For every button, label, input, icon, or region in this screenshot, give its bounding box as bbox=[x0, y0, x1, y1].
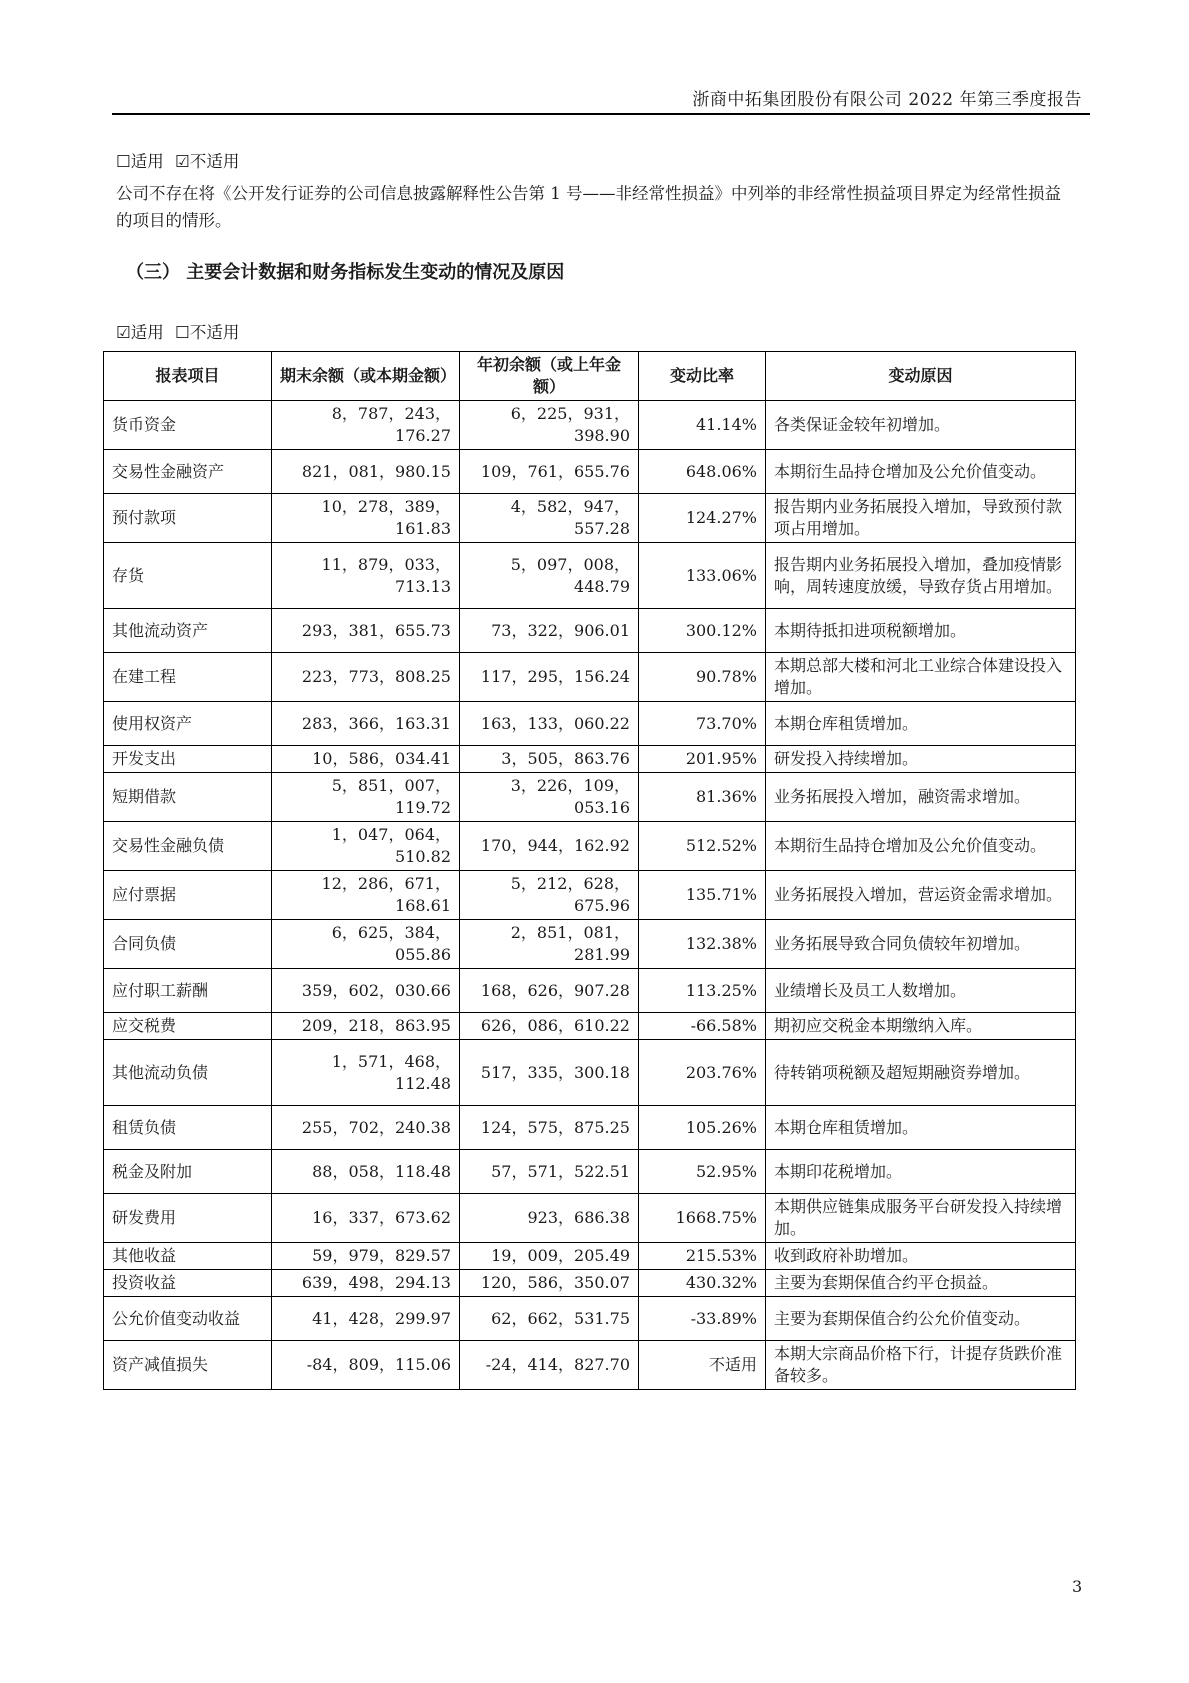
cell-ending-balance: 223，773，808.25 bbox=[272, 653, 460, 702]
cell-opening-balance: 3，505，863.76 bbox=[460, 746, 639, 773]
checkbox-checked-icon: ☑ bbox=[175, 152, 190, 171]
cell-change-reason: 本期衍生品持仓增加及公允价值变动。 bbox=[766, 822, 1076, 871]
header-divider bbox=[112, 113, 1090, 115]
cell-change-reason: 研发投入持续增加。 bbox=[766, 746, 1076, 773]
cell-change-reason: 待转销项税额及超短期融资券增加。 bbox=[766, 1040, 1076, 1106]
cell-change-ratio: 132.38% bbox=[639, 920, 766, 969]
cell-opening-balance: 6，225，931，398.90 bbox=[460, 401, 639, 450]
option-applicable-label: 适用 bbox=[130, 323, 164, 342]
cell-item: 合同负债 bbox=[104, 920, 272, 969]
cell-item: 应付票据 bbox=[104, 871, 272, 920]
cell-opening-balance: 109，761，655.76 bbox=[460, 450, 639, 494]
cell-change-ratio: 512.52% bbox=[639, 822, 766, 871]
cell-item: 税金及附加 bbox=[104, 1150, 272, 1194]
cell-change-ratio: 73.70% bbox=[639, 702, 766, 746]
cell-item: 交易性金融资产 bbox=[104, 450, 272, 494]
cell-ending-balance: 16，337，673.62 bbox=[272, 1194, 460, 1243]
cell-opening-balance: 163，133，060.22 bbox=[460, 702, 639, 746]
cell-change-ratio: -66.58% bbox=[639, 1013, 766, 1040]
table-row bbox=[104, 1013, 1076, 1040]
table-row bbox=[104, 543, 1076, 609]
cell-ending-balance: 255，702，240.38 bbox=[272, 1106, 460, 1150]
header-change-reason: 变动原因 bbox=[766, 352, 1076, 401]
cell-change-ratio: 113.25% bbox=[639, 969, 766, 1013]
option-applicable-label: 适用 bbox=[130, 152, 164, 171]
cell-ending-balance: 6，625，384，055.86 bbox=[272, 920, 460, 969]
section-applicability-choice bbox=[116, 319, 239, 343]
cell-change-reason: 本期印花税增加。 bbox=[766, 1150, 1076, 1194]
cell-item: 应交税费 bbox=[104, 1013, 272, 1040]
cell-change-reason: 各类保证金较年初增加。 bbox=[766, 401, 1076, 450]
cell-opening-balance: -24，414，827.70 bbox=[460, 1341, 639, 1390]
option-not-applicable-label: 不适用 bbox=[189, 152, 240, 171]
header-item: 报表项目 bbox=[104, 352, 272, 401]
cell-change-reason: 本期待抵扣进项税额增加。 bbox=[766, 609, 1076, 653]
cell-item: 使用权资产 bbox=[104, 702, 272, 746]
table-row bbox=[104, 822, 1076, 871]
cell-change-ratio: 52.95% bbox=[639, 1150, 766, 1194]
cell-item: 资产减值损失 bbox=[104, 1341, 272, 1390]
table-row bbox=[104, 1194, 1076, 1243]
cell-change-reason: 业务拓展导致合同负债较年初增加。 bbox=[766, 920, 1076, 969]
cell-opening-balance: 19，009，205.49 bbox=[460, 1243, 639, 1270]
cell-opening-balance: 170，944，162.92 bbox=[460, 822, 639, 871]
cell-change-reason: 报告期内业务拓展投入增加，导致预付款项占用增加。 bbox=[766, 494, 1076, 543]
cell-ending-balance: 359，602，030.66 bbox=[272, 969, 460, 1013]
cell-change-ratio: 105.26% bbox=[639, 1106, 766, 1150]
cell-item: 公允价值变动收益 bbox=[104, 1297, 272, 1341]
header-ending-balance: 期末余额（或本期金额） bbox=[272, 352, 460, 401]
table-row bbox=[104, 1297, 1076, 1341]
cell-ending-balance: 41，428，299.97 bbox=[272, 1297, 460, 1341]
cell-change-reason: 报告期内业务拓展投入增加，叠加疫情影响，周转速度放缓，导致存货占用增加。 bbox=[766, 543, 1076, 609]
cell-opening-balance: 2，851，081，281.99 bbox=[460, 920, 639, 969]
table-row bbox=[104, 920, 1076, 969]
cell-change-reason: 本期总部大楼和河北工业综合体建设投入增加。 bbox=[766, 653, 1076, 702]
cell-opening-balance: 626，086，610.22 bbox=[460, 1013, 639, 1040]
cell-change-reason: 本期仓库租赁增加。 bbox=[766, 702, 1076, 746]
cell-opening-balance: 117，295，156.24 bbox=[460, 653, 639, 702]
table-row bbox=[104, 1270, 1076, 1297]
table-row bbox=[104, 609, 1076, 653]
header-change-ratio: 变动比率 bbox=[639, 352, 766, 401]
table-row bbox=[104, 494, 1076, 543]
cell-change-reason: 业务拓展投入增加，营运资金需求增加。 bbox=[766, 871, 1076, 920]
checkbox-unchecked-icon: ☐ bbox=[175, 323, 190, 342]
cell-change-reason: 本期供应链集成服务平台研发投入持续增加。 bbox=[766, 1194, 1076, 1243]
cell-item: 租赁负债 bbox=[104, 1106, 272, 1150]
table-row bbox=[104, 1150, 1076, 1194]
cell-ending-balance: 8，787，243，176.27 bbox=[272, 401, 460, 450]
cell-ending-balance: 10，278，389，161.83 bbox=[272, 494, 460, 543]
section-heading: （三） 主要会计数据和财务指标发生变动的情况及原因 bbox=[126, 262, 565, 283]
cell-ending-balance: 1，571，468，112.48 bbox=[272, 1040, 460, 1106]
cell-opening-balance: 168，626，907.28 bbox=[460, 969, 639, 1013]
cell-opening-balance: 62，662，531.75 bbox=[460, 1297, 639, 1341]
cell-item: 预付款项 bbox=[104, 494, 272, 543]
cell-change-reason: 本期大宗商品价格下行，计提存货跌价准备较多。 bbox=[766, 1341, 1076, 1390]
table-row bbox=[104, 1243, 1076, 1270]
cell-ending-balance: 12，286，671，168.61 bbox=[272, 871, 460, 920]
cell-change-reason: 收到政府补助增加。 bbox=[766, 1243, 1076, 1270]
checkbox-unchecked-icon: ☐ bbox=[116, 152, 131, 171]
cell-opening-balance: 517，335，300.18 bbox=[460, 1040, 639, 1106]
cell-ending-balance: 88，058，118.48 bbox=[272, 1150, 460, 1194]
cell-change-ratio: 648.06% bbox=[639, 450, 766, 494]
cell-ending-balance: 5，851，007，119.72 bbox=[272, 773, 460, 822]
table-row bbox=[104, 969, 1076, 1013]
cell-ending-balance: 821，081，980.15 bbox=[272, 450, 460, 494]
table-row bbox=[104, 401, 1076, 450]
cell-change-ratio: 1668.75% bbox=[639, 1194, 766, 1243]
cell-change-ratio: 215.53% bbox=[639, 1243, 766, 1270]
cell-item: 其他流动负债 bbox=[104, 1040, 272, 1106]
cell-change-ratio: 135.71% bbox=[639, 871, 766, 920]
cell-ending-balance: 10，586，034.41 bbox=[272, 746, 460, 773]
cell-change-reason: 期初应交税金本期缴纳入库。 bbox=[766, 1013, 1076, 1040]
table-row bbox=[104, 871, 1076, 920]
cell-change-reason: 业绩增长及员工人数增加。 bbox=[766, 969, 1076, 1013]
cell-ending-balance: 11，879，033，713.13 bbox=[272, 543, 460, 609]
cell-change-reason: 主要为套期保值合约平仓损益。 bbox=[766, 1270, 1076, 1297]
header-opening-balance: 年初余额（或上年金额） bbox=[460, 352, 639, 401]
option-not-applicable-label: 不适用 bbox=[189, 323, 240, 342]
non-recurring-statement: 公司不存在将《公开发行证券的公司信息披露解释性公告第 1 号——非经常性损益》中列举的非经常性损益项目界定为经常性损益的项目的情形。 bbox=[116, 184, 1061, 230]
cell-change-ratio: 124.27% bbox=[639, 494, 766, 543]
table-row bbox=[104, 1106, 1076, 1150]
cell-change-reason: 主要为套期保值合约公允价值变动。 bbox=[766, 1297, 1076, 1341]
cell-opening-balance: 5，212，628，675.96 bbox=[460, 871, 639, 920]
cell-opening-balance: 124，575，875.25 bbox=[460, 1106, 639, 1150]
cell-change-reason: 本期仓库租赁增加。 bbox=[766, 1106, 1076, 1150]
page-number: 3 bbox=[1072, 1577, 1083, 1596]
checkbox-checked-icon: ☑ bbox=[116, 323, 131, 342]
cell-change-ratio: 81.36% bbox=[639, 773, 766, 822]
cell-opening-balance: 3，226，109，053.16 bbox=[460, 773, 639, 822]
cell-item: 其他收益 bbox=[104, 1243, 272, 1270]
cell-ending-balance: 209，218，863.95 bbox=[272, 1013, 460, 1040]
cell-ending-balance: 639，498，294.13 bbox=[272, 1270, 460, 1297]
cell-item: 投资收益 bbox=[104, 1270, 272, 1297]
cell-item: 在建工程 bbox=[104, 653, 272, 702]
cell-item: 研发费用 bbox=[104, 1194, 272, 1243]
cell-opening-balance: 5，097，008，448.79 bbox=[460, 543, 639, 609]
cell-opening-balance: 57，571，522.51 bbox=[460, 1150, 639, 1194]
cell-change-ratio: 133.06% bbox=[639, 543, 766, 609]
table-row bbox=[104, 1341, 1076, 1390]
cell-opening-balance: 120，586，350.07 bbox=[460, 1270, 639, 1297]
cell-item: 货币资金 bbox=[104, 401, 272, 450]
cell-ending-balance: 1，047，064，510.82 bbox=[272, 822, 460, 871]
cell-ending-balance: -84，809，115.06 bbox=[272, 1341, 460, 1390]
table-row bbox=[104, 1040, 1076, 1106]
cell-item: 应付职工薪酬 bbox=[104, 969, 272, 1013]
cell-change-ratio: 300.12% bbox=[639, 609, 766, 653]
cell-change-ratio: 不适用 bbox=[639, 1341, 766, 1390]
cell-opening-balance: 73，322，906.01 bbox=[460, 609, 639, 653]
cell-opening-balance: 4，582，947，557.28 bbox=[460, 494, 639, 543]
cell-change-ratio: 203.76% bbox=[639, 1040, 766, 1106]
cell-ending-balance: 293，381，655.73 bbox=[272, 609, 460, 653]
table-row bbox=[104, 773, 1076, 822]
report-header-title: 浙商中拓集团股份有限公司 2022 年第三季度报告 bbox=[692, 90, 1082, 110]
cell-change-ratio: -33.89% bbox=[639, 1297, 766, 1341]
cell-item: 短期借款 bbox=[104, 773, 272, 822]
cell-change-reason: 本期衍生品持仓增加及公允价值变动。 bbox=[766, 450, 1076, 494]
table-row bbox=[104, 746, 1076, 773]
cell-item: 开发支出 bbox=[104, 746, 272, 773]
cell-opening-balance: 923，686.38 bbox=[460, 1194, 639, 1243]
applicability-choice bbox=[116, 148, 239, 172]
cell-item: 存货 bbox=[104, 543, 272, 609]
table-row bbox=[104, 653, 1076, 702]
cell-change-ratio: 201.95% bbox=[639, 746, 766, 773]
cell-change-ratio: 430.32% bbox=[639, 1270, 766, 1297]
cell-ending-balance: 59，979，829.57 bbox=[272, 1243, 460, 1270]
cell-item: 交易性金融负债 bbox=[104, 822, 272, 871]
cell-change-ratio: 41.14% bbox=[639, 401, 766, 450]
cell-change-ratio: 90.78% bbox=[639, 653, 766, 702]
financial-changes-table bbox=[103, 351, 1076, 1390]
table-row bbox=[104, 702, 1076, 746]
table-header-row bbox=[104, 352, 1076, 401]
cell-item: 其他流动资产 bbox=[104, 609, 272, 653]
cell-change-reason: 业务拓展投入增加，融资需求增加。 bbox=[766, 773, 1076, 822]
cell-ending-balance: 283，366，163.31 bbox=[272, 702, 460, 746]
table-row bbox=[104, 450, 1076, 494]
